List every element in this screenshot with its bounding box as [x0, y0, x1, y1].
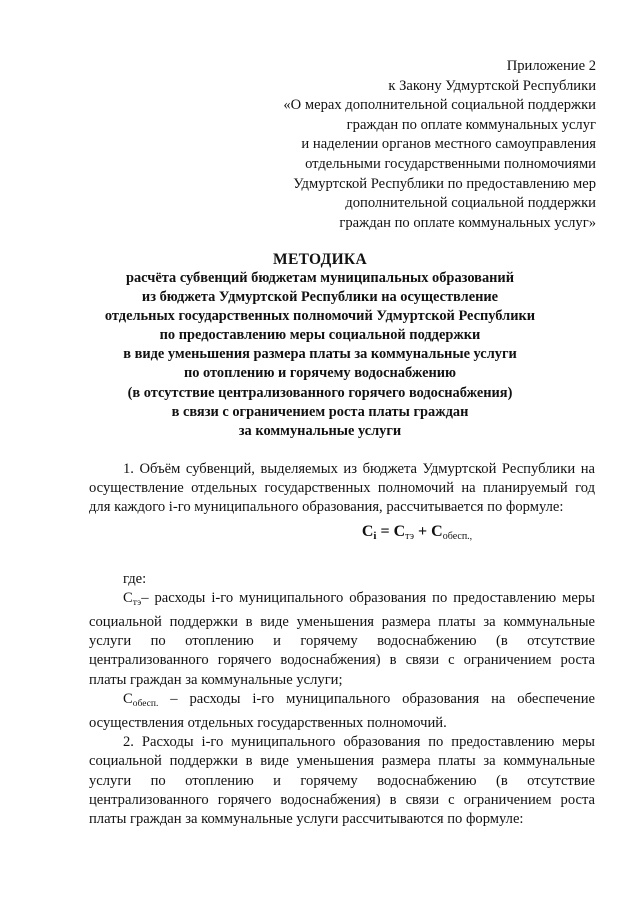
formula-term-2-sub: обесп.	[442, 530, 470, 542]
definition-1-symbol: C	[123, 589, 133, 606]
title-line: по отоплению и горячему водоснабжению	[183, 365, 457, 382]
paragraph-2: 2. Расходы i-го муниципального образования по предоставлению меры социальной поддержки в виде уменьшения размера платы за коммунальные услуги по отоплению и горячему водоснабжению (в отсутствие централизованного горячего водоснабжения) в связи с ограничением роста платы граждан за коммунальные услуги рассчитываются по формуле:	[89, 734, 595, 828]
title-line: в связи с ограничением роста платы граждан	[171, 403, 469, 420]
title-line: расчёта субвенций бюджетам муниципальных образований	[125, 270, 515, 286]
definition-2-symbol: C	[123, 690, 133, 707]
appendix-line: Удмуртской Республики по предоставлению мер	[293, 175, 596, 192]
definition-2-text: – расходы i-го муниципального образования на обеспечение осуществления отдельных государственных полномочий.	[89, 690, 595, 732]
title-line: из бюджета Удмуртской Республики на осуществление	[141, 289, 499, 306]
definition-1-symbol-sub: тэ	[132, 597, 142, 608]
definition-2	[89, 690, 595, 733]
appendix-line: отдельными государственными полномочиями	[305, 155, 596, 172]
title-line: в виде уменьшения размера платы за коммунальные услуги	[123, 346, 517, 363]
appendix-header	[176, 57, 596, 233]
title-main: МЕТОДИКА	[273, 251, 367, 268]
formula-lhs: C	[361, 522, 374, 540]
formula-subvention	[239, 522, 595, 552]
appendix-line: граждан по оплате коммунальных услуг	[346, 116, 596, 133]
appendix-line: и наделении органов местного самоуправления	[301, 136, 596, 153]
appendix-line: к Закону Удмуртской Республики	[388, 77, 596, 94]
document-body	[89, 460, 595, 829]
appendix-line: Приложение 2	[506, 58, 596, 74]
document-title	[60, 250, 580, 441]
title-line: за коммунальные услуги	[238, 422, 402, 439]
formula-term-1: C	[393, 522, 406, 540]
paragraph-1: 1. Объём субвенций, выделяемых из бюджета Удмуртской Республики на осуществление отдельных государственных полномочий на планируемый год для каждого i-го муниципального образования, рассчитывается по формуле:	[89, 461, 595, 516]
appendix-line: «О мерах дополнительной социальной поддержки	[283, 97, 596, 114]
definition-1	[89, 589, 595, 690]
title-line: по предоставлению меры социальной поддержки	[159, 327, 481, 344]
formula-term-1-sub: тэ	[405, 530, 415, 542]
formula-lhs-sub: i	[373, 529, 377, 542]
formula-term-2: C	[431, 522, 443, 540]
where-label: где:	[123, 570, 147, 587]
definition-1-text: – расходы i-го муниципального образования по предоставлению меры социальной поддержки в виде уменьшения размера платы за коммунальные услуги по отоплению и горячему водоснабжению (в отсутствие централизованного горячего водоснабжения) в связи с ограничением роста платы граждан за коммунальные услуги;	[89, 589, 595, 688]
formula-eq: =	[376, 522, 394, 540]
formula-tail: ,	[469, 530, 473, 542]
appendix-line: граждан по оплате коммунальных услуг»	[339, 214, 596, 231]
formula-plus: +	[414, 522, 432, 540]
title-line: отдельных государственных полномочий Удмуртской Республики	[104, 308, 536, 325]
definition-2-symbol-sub: обесп.	[132, 698, 159, 709]
title-line: (в отсутствие централизованного горячего водоснабжения)	[127, 384, 513, 401]
appendix-line: дополнительной социальной поддержки	[345, 195, 596, 212]
spacer	[89, 552, 595, 570]
